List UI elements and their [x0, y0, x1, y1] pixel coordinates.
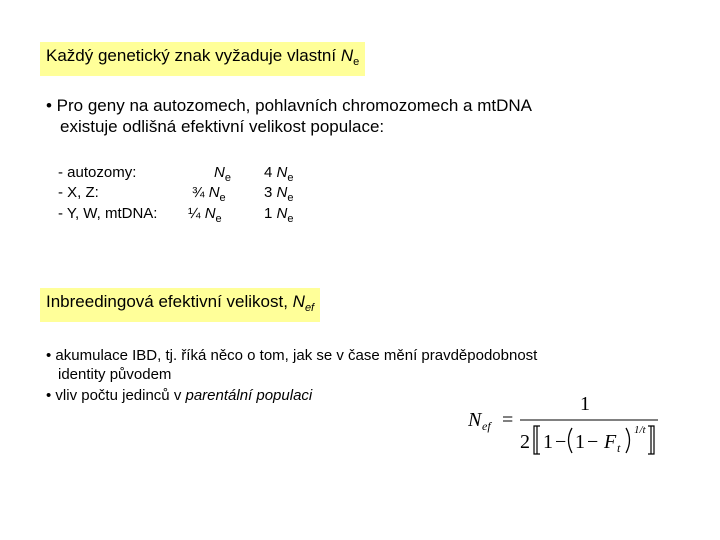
- formula-minus: −: [555, 431, 567, 453]
- row-label-autozomy: - autozomy:: [58, 164, 137, 181]
- row-ne-ywmtdna: ¼ $N_e$: [188, 205, 222, 225]
- formula-F-sub: t: [617, 441, 621, 455]
- bullet-parental: • vliv počtu jedinců v parentální populaci: [46, 387, 313, 404]
- formula-F: F: [604, 431, 617, 453]
- row-val-ywmtdna: 1 $N_e$: [264, 205, 294, 225]
- row-label-xz: - X, Z:: [58, 184, 99, 201]
- right-paren: [626, 428, 630, 453]
- bullet-ibd-line1: • akumulace IBD, tj. říká něco o tom, jak se v čase mění pravděpodobnost: [46, 347, 538, 364]
- formula-paren-one: 1: [575, 431, 585, 453]
- bullet-genes-line1: • Pro geny na autozomech, pohlavních chromozomech a mtDNA: [46, 96, 532, 115]
- heading-box-ne: [40, 42, 365, 76]
- nef-symbol: N: [292, 292, 305, 311]
- row-ne-xz: ¾ $N_e$: [192, 184, 226, 204]
- formula-two: 2: [520, 431, 530, 453]
- heading-text: Každý genetický znak vyžaduje vlastní: [46, 46, 341, 65]
- row-val-xz: 3 $N_e$: [264, 184, 294, 204]
- row-label-ywmtdna: - Y, W, mtDNA:: [58, 205, 158, 222]
- right-bracket: [648, 426, 654, 454]
- formula-lhs: N: [468, 409, 482, 431]
- heading-text: Inbreedingová efektivní velikost,: [46, 292, 293, 311]
- formula-minus2: −: [587, 431, 599, 453]
- ne-symbol: N: [340, 46, 354, 65]
- nef-subscript: ef: [304, 302, 315, 314]
- left-bracket: [534, 426, 540, 454]
- formula-exponent: 1/t: [634, 424, 646, 436]
- bullet-ibd-line2: identity původem: [58, 366, 172, 383]
- nef-formula: [468, 396, 668, 456]
- formula-numerator: 1: [580, 396, 590, 415]
- left-paren: [569, 428, 573, 453]
- row-ne-autozomy: $N_e$: [214, 164, 231, 184]
- ne-subscript: e: [353, 56, 360, 68]
- formula-one: 1: [543, 431, 553, 453]
- heading-box-nef: [40, 288, 320, 322]
- row-val-autozomy: 4 $N_e$: [264, 164, 294, 184]
- formula-eq: =: [502, 409, 514, 431]
- formula-lhs-sub: ef: [482, 419, 491, 433]
- bullet-genes-line2: existuje odlišná efektivní velikost populace:: [60, 117, 385, 136]
